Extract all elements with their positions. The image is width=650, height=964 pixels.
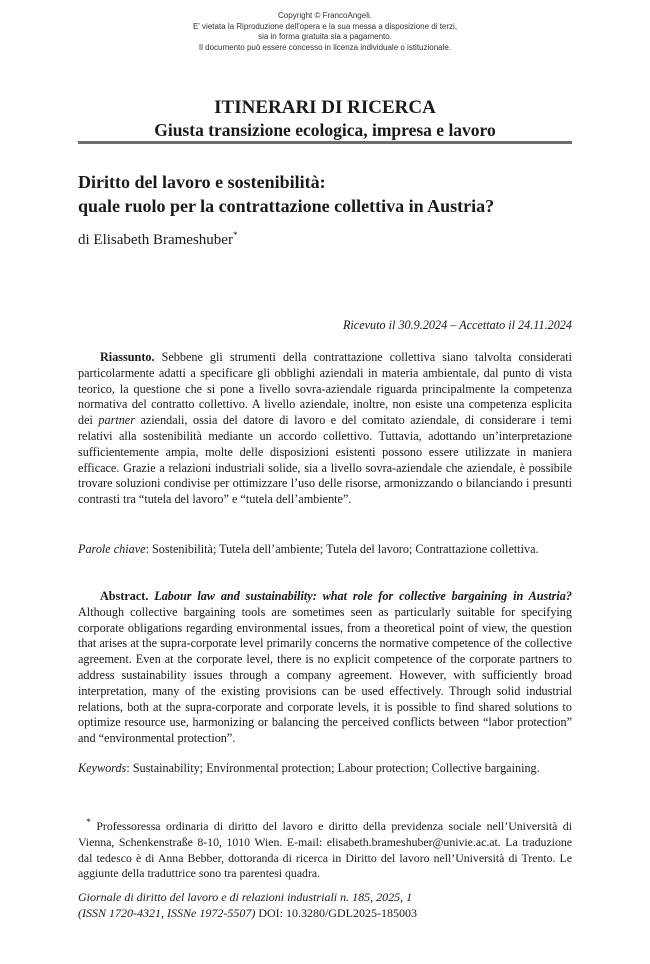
journal-citation <box>78 890 572 922</box>
series-title: ITINERARI DI RICERCA <box>214 97 436 118</box>
riassunto-paragraph <box>78 350 572 508</box>
author-footnote-mark: * <box>232 230 238 240</box>
keywords-italian <box>78 542 572 558</box>
copyright-line: Il documento può essere concesso in licenza individuale o istituzionale. <box>198 42 452 52</box>
received-accepted-dates: Ricevuto il 30.9.2024 – Accettato il 24.11.2024 <box>342 318 572 332</box>
footnote-mark: * <box>86 817 91 828</box>
riassunto-label: Riassunto. <box>100 350 155 364</box>
keywords-it-label: Parole chiave <box>78 542 146 556</box>
keywords-english <box>78 761 572 777</box>
article-title <box>78 171 578 218</box>
series-subtitle: Giusta transizione ecologica, impresa e lavoro <box>154 120 496 140</box>
article-title-line: Diritto del lavoro e sostenibilità: <box>78 172 326 192</box>
copyright-line: Copyright © FrancoAngeli. <box>278 11 372 20</box>
abstract-paragraph <box>78 589 572 747</box>
keywords-en-label: Keywords <box>78 761 127 775</box>
riassunto-text: aziendali, ossia del datore di lavoro e del comitato aziendale, di considerare i temi relativi alla sostenibilità mediante un accordo collettivo. Tuttavia, adottando un’interpretazione sufficientemente ampia, molte delle disposizioni esistenti possono essere utilizzate in maniera efficace. Grazie a relazioni industriali solide, sia a livello sovra-aziendale che aziendale, è possibile trovare soluzioni condivise per ottimizzare l’uso delle risorse, armonizzando o bilanciando i presunti contrasti tra “tutela del lavoro” e “tutela dell’ambiente”. <box>78 413 572 507</box>
header-divider <box>78 141 572 144</box>
abstract-title: Labour law and sustainability: what role for collective bargaining in Austria? <box>154 589 572 603</box>
author-footnote <box>78 815 572 882</box>
journal-identifiers <box>78 906 572 922</box>
series-header <box>0 96 650 141</box>
abstract-label: Abstract. <box>100 589 149 603</box>
article-title-line: quale ruolo per la contrattazione collettiva in Austria? <box>78 195 495 216</box>
riassunto-text: Sebbene gli strumenti della contrattazione collettiva siano talvolta considerati particolarmente adatti a specificare gli obblighi aziendali in materia ambientale, dal punto di vista teorico, la questione che si pone a livello sovra-aziendale riguarda principalmente la competenza normativa del contratto collettivo. A livello aziendale, inoltre, non esiste una competenza esplicita dei <box>78 350 573 428</box>
copyright-line: E' vietata la Riproduzione dell'opera e la sua messa a disposizione di terzi, <box>192 21 458 31</box>
copyright-line: sia in forma gratuita sia a pagamento. <box>258 32 392 41</box>
author-name: di Elisabeth Brameshuber <box>78 232 233 248</box>
riassunto-term: partner <box>98 413 135 428</box>
journal-doi: DOI: 10.3280/GDL2025-185003 <box>255 905 417 920</box>
journal-name: Giornale di diritto del lavoro e di relazioni industriali n. 185, 2025, 1 <box>78 890 413 904</box>
copyright-notice <box>0 11 650 53</box>
abstract-text: Although collective bargaining tools are sometimes seen as particularly suitable for specifying corporate obligations regarding environmental issues, from a theoretical point of view, the question that arises at the supra-corporate level primarily concerns the normative competence of the collective agreement. Even at the corporate level, there is no explicit competence of the corporate partners to address sustainability issues through a company agreement. However, with sufficiently broad interpretation, many of the existing provisions can be used effectively. Through solid industrial relations, both at the supra-corporate and corporate levels, it is possible to find shared solutions to optimize resource use, harmonizing or balancing the perceived conflicts between “labor protection” and “environmental protection”. <box>78 604 572 746</box>
keywords-en-text: : Sustainability; Environmental protection; Labour protection; Collective bargaining. <box>126 761 540 775</box>
journal-issn: (ISSN 1720-4321, ISSNe 1972-5507) <box>78 905 256 920</box>
footnote-text: Professoressa ordinaria di diritto del lavoro e diritto della previdenza sociale nell’Università di Vienna, Schenkenstraße 8-10, 1010 Wien. E-mail: elisabeth.brameshuber@univie.ac.at. La traduzione dal tedesco è di Anna Bebber, dottoranda di ricerca in Diritto del lavoro nell’Università di Trento. Le aggiunte della traduttrice sono tra parentesi quadra. <box>78 818 572 881</box>
author-byline <box>78 232 237 249</box>
keywords-it-text: : Sostenibilità; Tutela dell’ambiente; Tutela del lavoro; Contrattazione collettiva. <box>145 542 539 556</box>
